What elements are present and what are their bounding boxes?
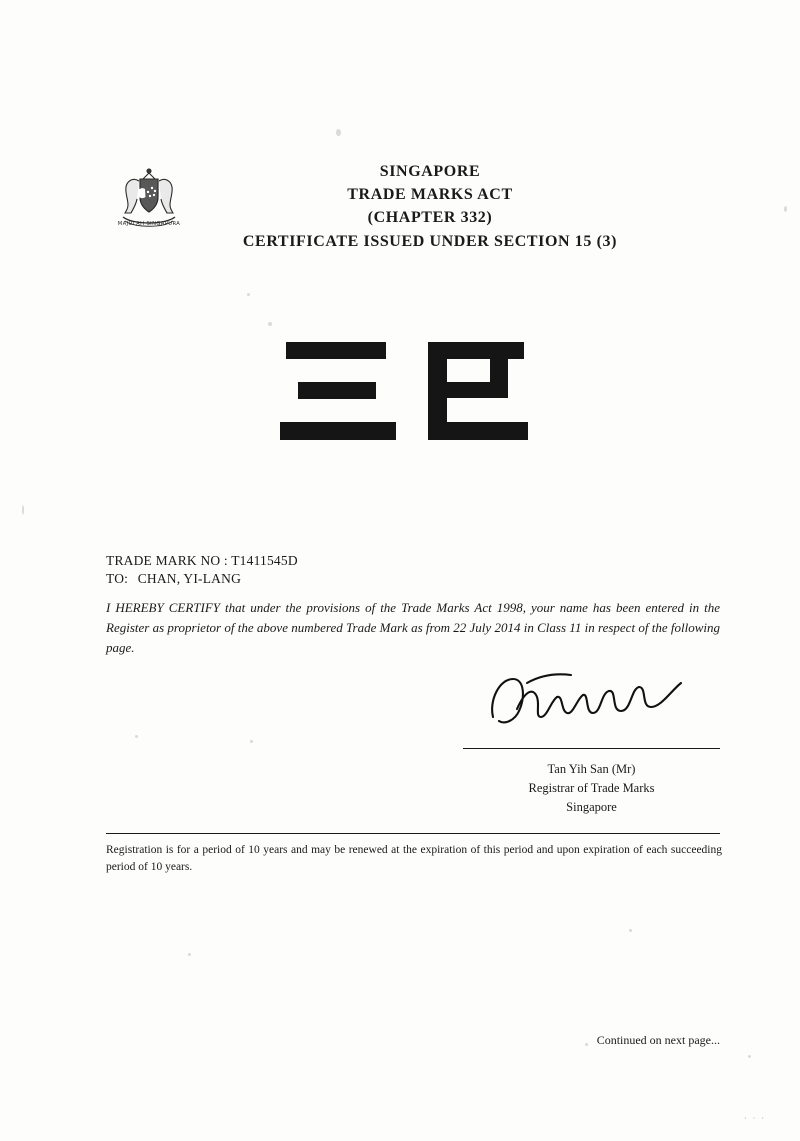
header-line-act: TRADE MARKS ACT bbox=[347, 186, 513, 204]
certification-paragraph: I HEREBY CERTIFY that under the provisions of the Trade Marks Act 1998, your name has been entered in the Register as proprietor of the above numbered Trade Mark as from 22 July 2014 in Class 11 in respect of the following page. bbox=[106, 600, 720, 656]
header-line-chapter: (CHAPTER 332) bbox=[367, 209, 493, 227]
mark-stroke bbox=[280, 422, 396, 440]
scan-speck bbox=[784, 206, 787, 212]
addressee-label: TO: bbox=[106, 571, 129, 586]
svg-text:MAJULAH SINGAPURA: MAJULAH SINGAPURA bbox=[117, 221, 181, 227]
addressee-value: CHAN, YI-LANG bbox=[137, 571, 242, 586]
signatory-country: Singapore bbox=[566, 799, 617, 814]
scan-speck bbox=[22, 505, 24, 515]
mark-stroke bbox=[286, 342, 386, 359]
addressee-row bbox=[106, 571, 241, 587]
scan-speck bbox=[336, 129, 341, 136]
header-line-section: CERTIFICATE ISSUED UNDER SECTION 15 (3) bbox=[242, 232, 618, 250]
trade-mark-number-value: T1411545D bbox=[231, 553, 298, 568]
signatory-name: Tan Yih San (Mr) bbox=[547, 762, 636, 776]
header-line-country: SINGAPORE bbox=[379, 163, 481, 180]
trade-mark-number-row bbox=[106, 553, 298, 569]
trade-mark-number-label: TRADE MARK NO : bbox=[106, 553, 228, 568]
scan-speck bbox=[188, 953, 191, 956]
mark-stroke bbox=[298, 382, 376, 399]
signatory-title: Registrar of Trade Marks bbox=[528, 780, 655, 795]
continued-note: Continued on next page... bbox=[596, 1033, 720, 1047]
registrar-signature-icon bbox=[485, 665, 700, 740]
trade-mark-device bbox=[280, 330, 540, 460]
scan-speck bbox=[247, 293, 250, 296]
scan-speck bbox=[268, 322, 272, 326]
singapore-coat-of-arms-icon bbox=[109, 163, 189, 235]
certificate-header bbox=[220, 160, 640, 253]
scan-speck bbox=[135, 735, 138, 738]
scan-speck bbox=[629, 929, 632, 932]
signatory-block bbox=[463, 760, 720, 816]
mark-stroke bbox=[490, 342, 508, 398]
page-corner-mark: · · · bbox=[744, 1114, 766, 1123]
scan-speck bbox=[250, 740, 253, 743]
renewal-note: Registration is for a period of 10 years and may be renewed at the expiration of this period and upon expiration of each succeeding period of 10 years. bbox=[106, 844, 722, 874]
mark-stroke bbox=[428, 422, 528, 440]
footer-rule bbox=[106, 833, 720, 834]
scan-speck bbox=[748, 1055, 751, 1058]
signature-rule bbox=[463, 748, 720, 749]
